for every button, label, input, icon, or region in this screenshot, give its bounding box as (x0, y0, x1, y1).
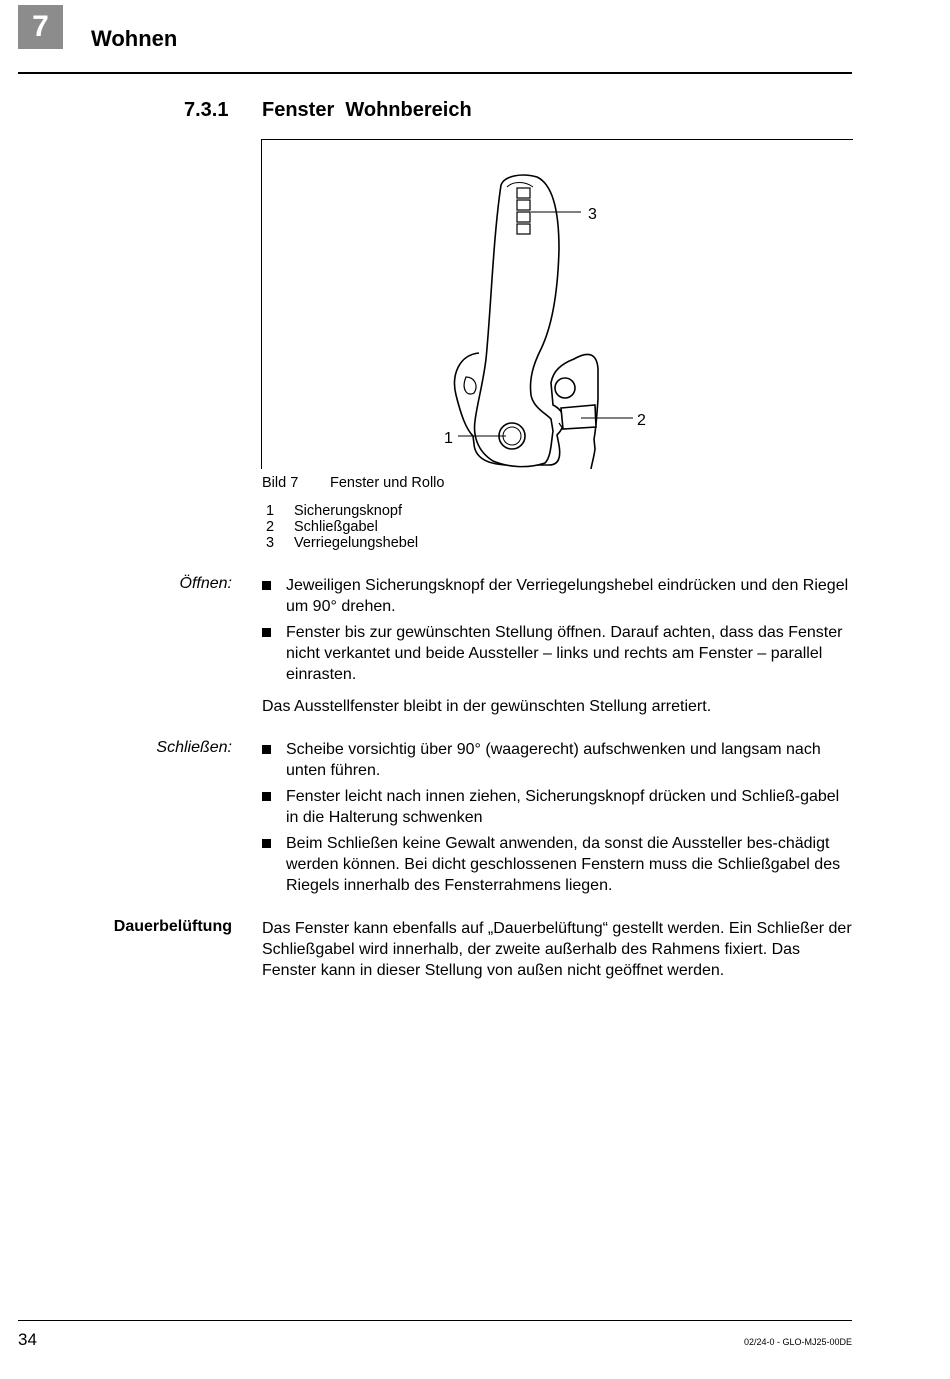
callout-2: 2 (637, 412, 646, 429)
legend-item (266, 503, 418, 519)
header-divider (18, 72, 852, 74)
bullet-text: Fenster bis zur gewünschten Stellung öffnen. Darauf achten, dass das Fenster nicht verkantet und beide Aussteller – links und rechts am Fenster – parallel einrasten. (286, 624, 843, 683)
footer-divider (18, 1320, 852, 1321)
legend-text: Sicherungsknopf (294, 503, 403, 519)
bullet-square-icon (262, 745, 271, 754)
bullet-text: Fenster leicht nach innen ziehen, Sicherungsknopf drücken und Schließ-gabel in die Halterung schwenken (286, 788, 840, 826)
figure-caption-label: Bild 7 (262, 475, 299, 491)
callout-3: 3 (588, 206, 597, 223)
bullet-square-icon (262, 792, 271, 801)
bullet-text: Jeweiligen Sicherungsknopf der Verriegelungshebel eindrücken und den Riegel um 90° drehen. (286, 577, 849, 615)
oeffnen-bullet (262, 575, 852, 617)
schliessen-bullet (262, 833, 852, 896)
legend-item (266, 519, 418, 535)
chapter-number-badge: 7 (18, 5, 63, 49)
bullet-text: Scheibe vorsichtig über 90° (waagerecht) aufschwenken und langsam nach unten führen. (286, 741, 821, 779)
schliessen-bullet (262, 739, 852, 781)
bullet-square-icon (262, 581, 271, 590)
legend-number: 3 (266, 535, 275, 551)
oeffnen-note: Das Ausstellfenster bleibt in der gewünschten Stellung arretiert. (262, 698, 712, 715)
oeffnen-bullet (262, 622, 852, 685)
document-code: 02/24-0 - GLO-MJ25-00DE (743, 1337, 852, 1347)
section-number: 7.3.1 (184, 99, 229, 121)
figure-caption-text: Fenster und Rollo (330, 475, 445, 491)
legend-number: 1 (266, 503, 275, 519)
figure-legend (266, 503, 418, 551)
callout-1: 1 (444, 430, 453, 447)
bullet-square-icon (262, 839, 271, 848)
legend-text: Verriegelungshebel (294, 535, 419, 551)
dauerbelueftung-text: Das Fenster kann ebenfalls auf „Dauerbelüftung“ gestellt werden. Ein Schließer der Schließgabel wird innerhalb, der zweite außerhalb des Rahmens fixiert. Das Fenster kann in dieser Stellung von außen nicht geöffnet werden. (262, 920, 852, 979)
dauerbelueftung-label: Dauerbelüftung (113, 918, 232, 935)
oeffnen-label: Öffnen: (179, 575, 232, 592)
legend-item (266, 535, 418, 551)
window-lock-illustration (261, 139, 853, 469)
bullet-square-icon (262, 628, 271, 637)
chapter-title: Wohnen (91, 26, 178, 51)
section-title: Fenster Wohnbereich (262, 99, 472, 121)
legend-number: 2 (266, 519, 275, 535)
legend-text: Schließgabel (294, 519, 378, 535)
figure-window-lock (261, 139, 853, 469)
schliessen-label: Schließen: (156, 739, 232, 756)
schliessen-bullet (262, 786, 852, 828)
page-number: 34 (18, 1330, 37, 1349)
bullet-text: Beim Schließen keine Gewalt anwenden, da sonst die Aussteller bes-chädigt werden können. Bei dicht geschlossenen Fenstern muss die Schließgabel des Riegels innerhalb des Fensterrahmens liegen. (286, 835, 841, 894)
